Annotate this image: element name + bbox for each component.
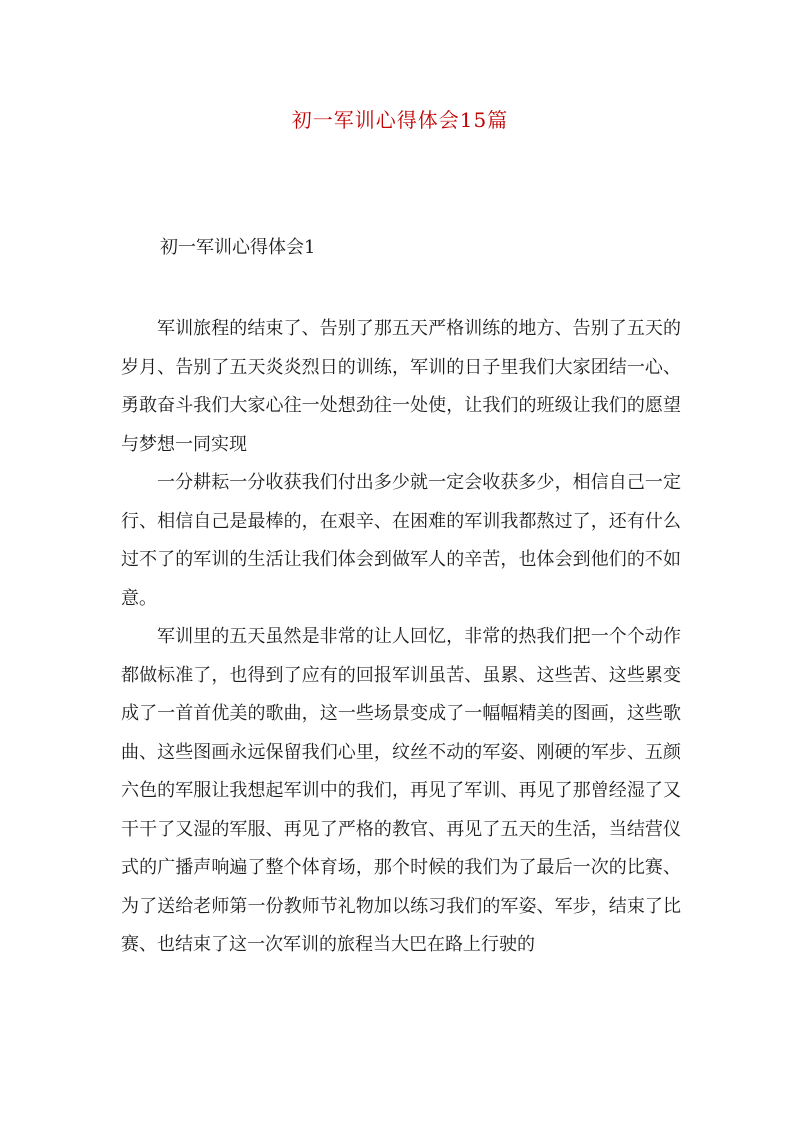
paragraph-2: 一分耕耘一分收获我们付出多少就一定会收获多少，相信自己一定行、相信自己是最棒的，在艰辛、在困难的军训我都熬过了，还有什么过不了的军训的生活让我们体会到做军人的辛苦，也体会到他们的不如意。 xyxy=(121,472,681,609)
paragraph-1: 军训旅程的结束了、告别了那五天严格训练的地方、告别了五天的岁月、告别了五天炎炎烈日的训练，军训的日子里我们大家团结一心、勇敢奋斗我们大家心往一处想劲往一处使，让我们的班级让我们的愿望与梦想一同实现 xyxy=(121,318,681,455)
section-heading: 初一军训心得体会1 xyxy=(160,237,316,258)
paragraph-3: 军训里的五天虽然是非常的让人回忆，非常的热我们把一个个动作都做标准了，也得到了应有的回报军训虽苦、虽累、这些苦、这些累变成了一首首优美的歌曲，这一些场景变成了一幅幅精美的图画，这些歌曲、这些图画永远保留我们心里，纹丝不动的军姿、刚硬的军步、五颜六色的军服让我想起军训中的我们，再见了军训、再见了那曾经湿了又干干了又湿的军服、再见了严格的教官、再见了五天的生活，当结营仪式的广播声响遍了整个体育场，那个时候的我们为了最后一次的比赛、为了送给老师第一份教师节礼物加以练习我们的军姿、军步，结束了比赛、也结束了这一次军训的旅程当大巴在路上行驶的 xyxy=(121,626,681,955)
document-title: 初一军训心得体会15篇 xyxy=(291,108,509,132)
document-body xyxy=(121,310,681,965)
